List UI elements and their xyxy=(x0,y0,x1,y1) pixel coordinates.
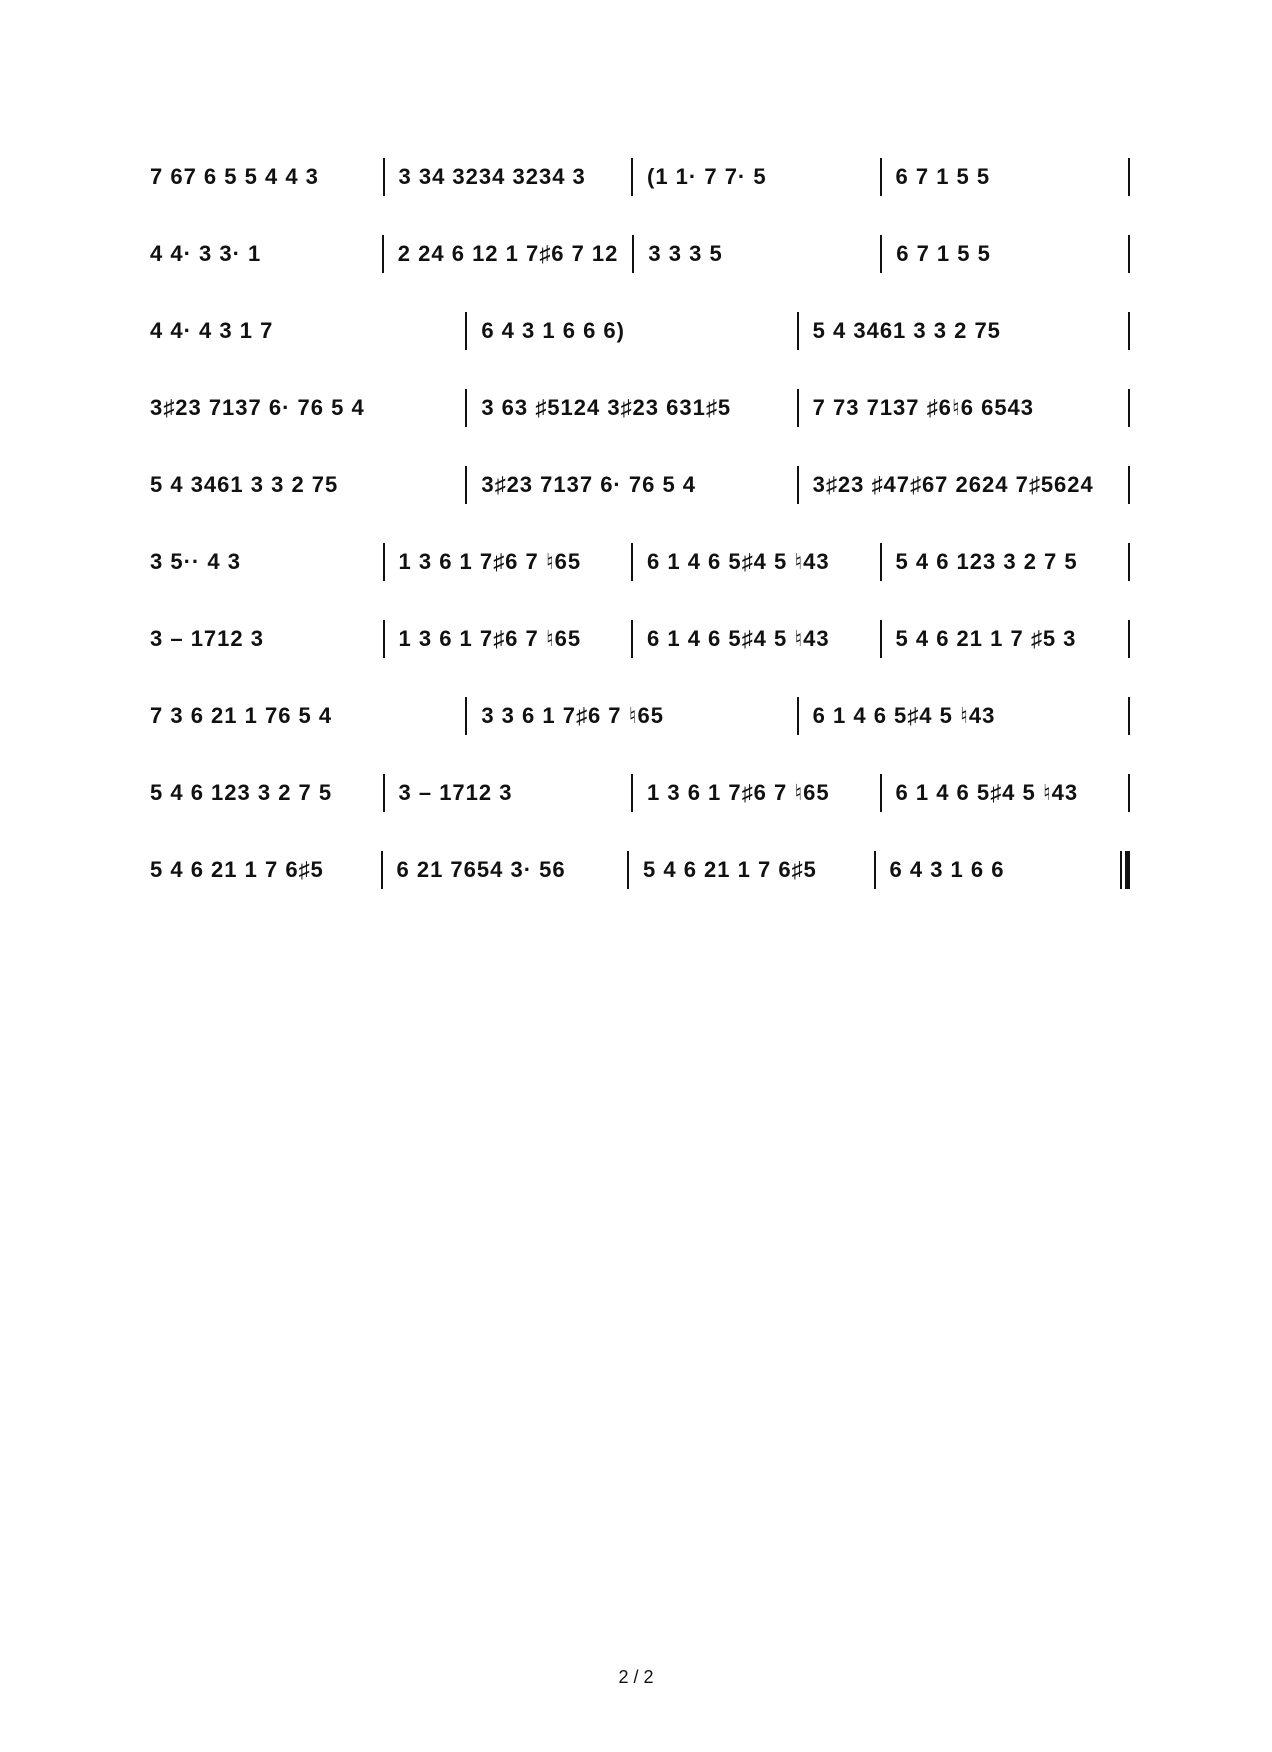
measure xyxy=(385,779,632,807)
measure xyxy=(799,317,1128,345)
barline xyxy=(1128,466,1130,504)
measure-notes: 4 4· 4 3 1 7 xyxy=(150,318,274,343)
measure xyxy=(799,394,1128,422)
score-line xyxy=(150,227,1130,281)
measure xyxy=(467,394,796,422)
final-barline xyxy=(1120,851,1130,889)
measure-notes: 1 3 6 1 7♯6 7 ♮65 xyxy=(398,626,582,651)
score-line xyxy=(150,304,1130,358)
measure xyxy=(150,702,465,730)
measure-notes: 1 3 6 1 7♯6 7 ♮65 xyxy=(647,780,830,805)
barline xyxy=(1128,158,1130,196)
measure xyxy=(799,702,1128,730)
measure-notes: 6 7 1 5 5 xyxy=(895,164,991,189)
score-line xyxy=(150,689,1130,743)
measure-notes: 2 24 6 12 1 7♯6 7 12 xyxy=(397,241,619,266)
measure-notes: 3 – 1712 3 xyxy=(150,626,264,651)
barline xyxy=(1128,235,1130,273)
page-number-text: 2 / 2 xyxy=(618,1667,654,1687)
measure xyxy=(882,779,1129,807)
measure-notes: 3♯23 ♯47♯67 2624 7♯5624 xyxy=(812,472,1094,497)
measure-notes: 5 4 6 21 1 7 6♯5 xyxy=(643,857,817,882)
measure xyxy=(882,625,1129,653)
measure xyxy=(634,240,880,268)
measure-notes: 7 73 7137 ♯6♮6 6543 xyxy=(812,395,1035,420)
measure xyxy=(467,702,796,730)
barline xyxy=(1128,697,1130,735)
measure xyxy=(383,856,628,884)
measure xyxy=(150,471,465,499)
score-line xyxy=(150,381,1130,435)
measure xyxy=(150,856,381,884)
measure-notes: 5 4 6 21 1 7 6♯5 xyxy=(150,857,324,882)
measure xyxy=(385,163,632,191)
measure-notes: 3♯23 7137 6· 76 5 4 xyxy=(481,472,697,497)
measure xyxy=(150,163,383,191)
barline xyxy=(1128,774,1130,812)
measure-notes: 3 3 3 5 xyxy=(648,241,723,266)
measure-notes: (1 1· 7 7· 5 xyxy=(647,164,767,189)
measure xyxy=(633,548,880,576)
measure-notes: 3 34 3234 3234 3 xyxy=(398,164,586,189)
measure-notes: 5 4 3461 3 3 2 75 xyxy=(812,318,1001,343)
measure-notes: 1 3 6 1 7♯6 7 ♮65 xyxy=(398,549,582,574)
jianpu-score xyxy=(150,150,1130,920)
measure-notes: 6 1 4 6 5♯4 5 ♮43 xyxy=(895,780,1079,805)
barline xyxy=(1128,620,1130,658)
measure-notes: 6 4 3 1 6 6 6) xyxy=(481,318,625,343)
barline xyxy=(1128,389,1130,427)
score-line xyxy=(150,843,1130,897)
measure-notes: 7 67 6 5 5 4 4 3 xyxy=(150,164,319,189)
measure xyxy=(633,625,880,653)
measure-notes: 5 4 6 123 3 2 7 5 xyxy=(895,549,1078,574)
measure xyxy=(467,317,796,345)
measure xyxy=(150,240,382,268)
measure xyxy=(150,625,383,653)
measure xyxy=(882,240,1128,268)
measure-notes: 5 4 6 123 3 2 7 5 xyxy=(150,780,333,805)
measure xyxy=(629,856,874,884)
measure xyxy=(882,548,1129,576)
measure-notes: 5 4 3461 3 3 2 75 xyxy=(150,472,339,497)
measure xyxy=(633,163,880,191)
measure xyxy=(882,163,1129,191)
barline xyxy=(1128,312,1130,350)
measure xyxy=(385,625,632,653)
measure-notes: 5 4 6 21 1 7 ♯5 3 xyxy=(895,626,1077,651)
measure-notes: 6 7 1 5 5 xyxy=(896,241,991,266)
score-line xyxy=(150,766,1130,820)
measure-notes: 6 21 7654 3· 56 xyxy=(396,857,566,882)
measure xyxy=(384,240,633,268)
measure-notes: 6 1 4 6 5♯4 5 ♮43 xyxy=(647,549,830,574)
measure-notes: 6 1 4 6 5♯4 5 ♮43 xyxy=(812,703,996,728)
barline xyxy=(1128,543,1130,581)
measure-notes: 6 1 4 6 5♯4 5 ♮43 xyxy=(647,626,830,651)
measure xyxy=(467,471,796,499)
page-number xyxy=(0,1667,1272,1688)
measure xyxy=(799,471,1128,499)
measure-notes: 6 4 3 1 6 6 xyxy=(889,857,1005,882)
measure xyxy=(385,548,632,576)
measure-notes: 7 3 6 21 1 76 5 4 xyxy=(150,703,333,728)
score-line xyxy=(150,150,1130,204)
measure xyxy=(150,317,465,345)
measure xyxy=(876,856,1121,884)
measure-notes: 4 4· 3 3· 1 xyxy=(150,241,262,266)
measure xyxy=(150,548,383,576)
measure-notes: 3 – 1712 3 xyxy=(398,780,513,805)
measure-notes: 3 3 6 1 7♯6 7 ♮65 xyxy=(481,703,664,728)
score-line xyxy=(150,535,1130,589)
measure-notes: 3♯23 7137 6· 76 5 4 xyxy=(150,395,365,420)
score-line xyxy=(150,458,1130,512)
measure-notes: 3 5·· 4 3 xyxy=(150,549,241,574)
measure xyxy=(150,394,465,422)
measure xyxy=(150,779,383,807)
measure-notes: 3 63 ♯5124 3♯23 631♯5 xyxy=(481,395,732,420)
score-line xyxy=(150,612,1130,666)
measure xyxy=(633,779,880,807)
